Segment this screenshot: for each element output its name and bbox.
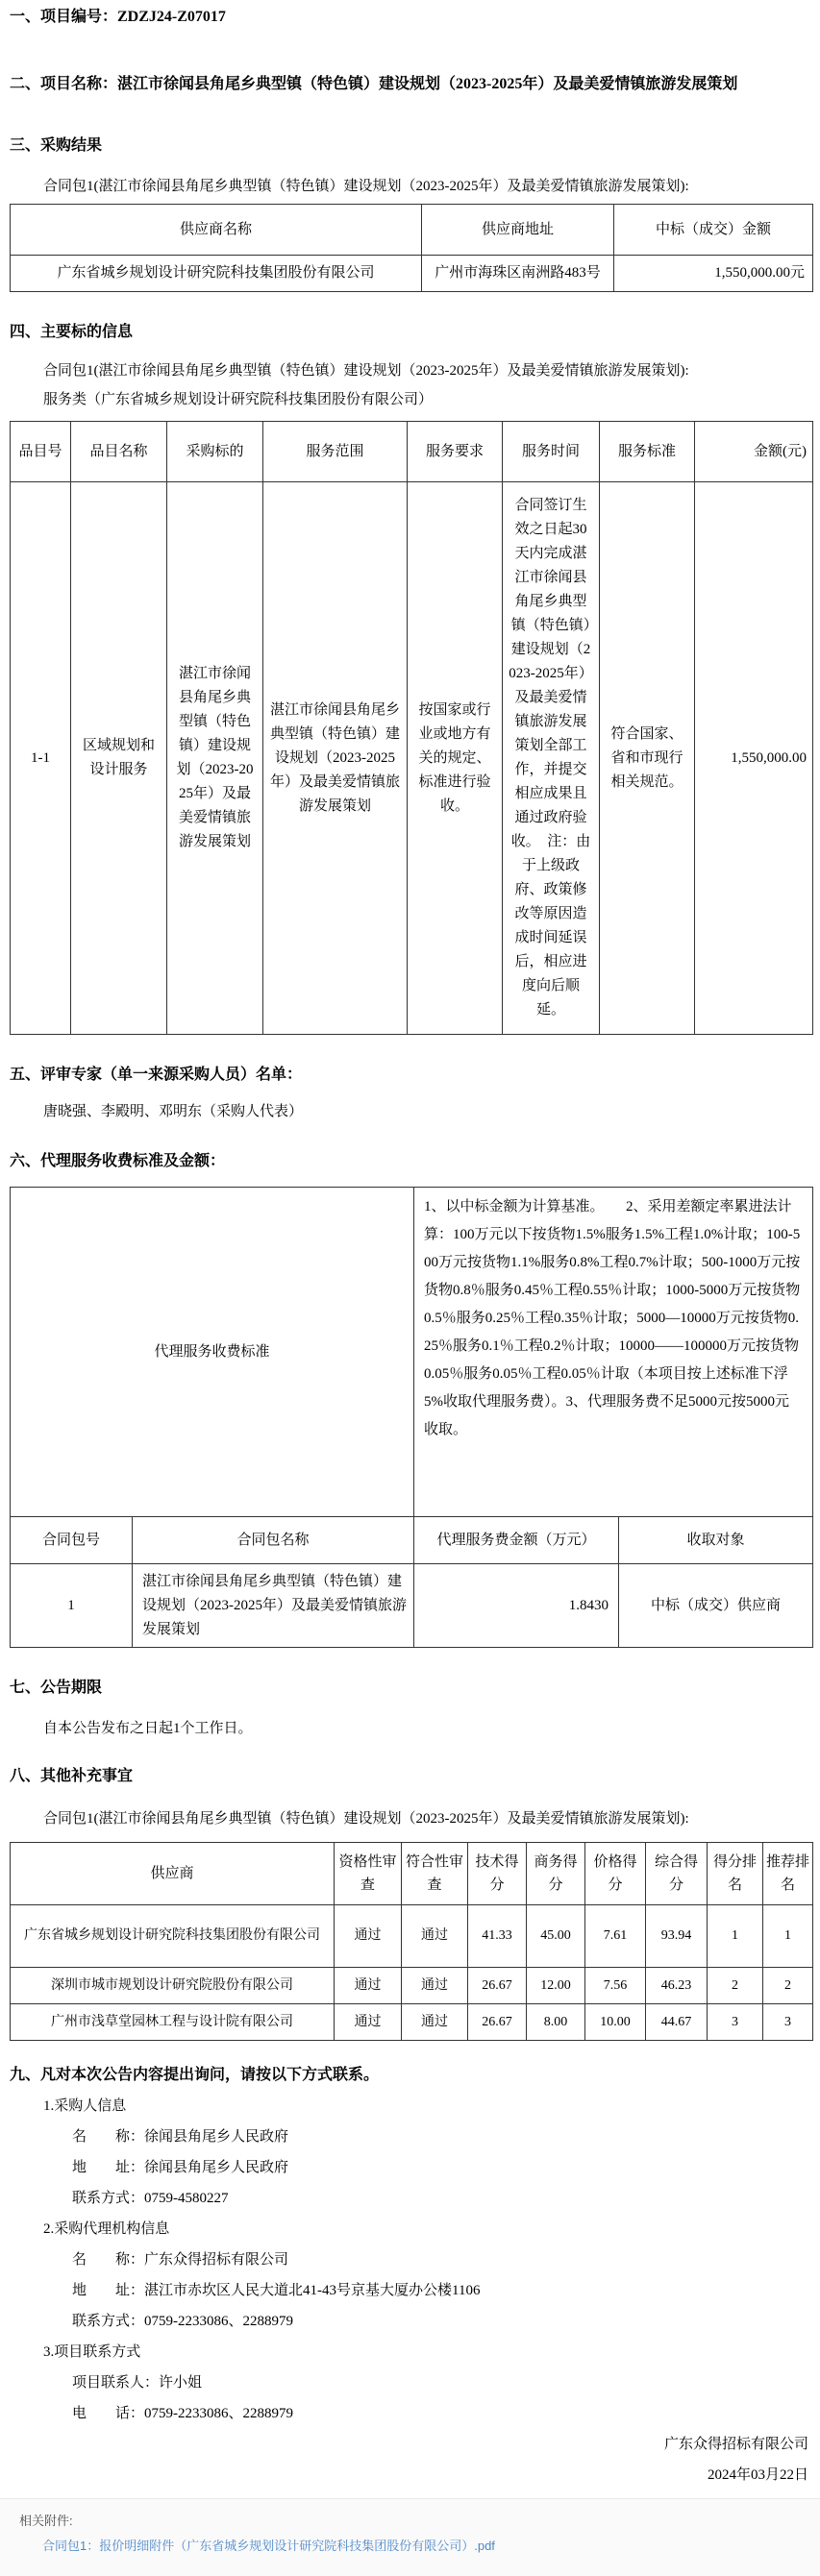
qualification-review-header: 资格性审查: [335, 1843, 402, 1905]
agency-phone: 联系方式：0759-2233086、2288979: [72, 2314, 293, 2329]
technical-score-cell: 41.33: [468, 1905, 527, 1968]
award-amount-cell: 1,550,000.00元: [614, 256, 813, 292]
target-cell: 湛江市徐闻县角尾乡典型镇（特色镇）建设规划（2023-2025年）及最美爱情镇旅游发展策划: [167, 482, 263, 1035]
score-supplier-header: 供应商: [11, 1843, 335, 1905]
standard-cell: 符合国家、省和市现行相关规范。: [600, 482, 695, 1035]
subject-table-row: [11, 482, 813, 1035]
requirement-header: 服务要求: [408, 422, 503, 482]
purchaser-name: 名 称：徐闻县角尾乡人民政府: [72, 2129, 289, 2145]
fee-amount-cell: 1.8430: [414, 1564, 619, 1648]
section-announcement-period: 七、公告期限: [10, 1680, 103, 1696]
payer-header: 收取对象: [619, 1517, 813, 1564]
score-rank-cell: 1: [708, 1905, 763, 1968]
result-table: [10, 204, 813, 292]
fee-table-row: [11, 1564, 813, 1648]
total-score-cell: 46.23: [646, 1968, 708, 2004]
attachments-footer: [0, 2498, 820, 2576]
score-rank-cell: 2: [708, 1968, 763, 2004]
recommend-rank-cell: 2: [763, 1968, 813, 2004]
supplier-name-cell: 广东省城乡规划设计研究院科技集团股份有限公司: [11, 256, 422, 292]
price-score-cell: 7.61: [585, 1905, 646, 1968]
agency-address: 地 址：湛江市赤坎区人民大道北41-43号京基大厦办公楼1106: [72, 2283, 481, 2298]
score-supplier-cell: 广州市浅草堂园林工程与设计院有限公司: [11, 2004, 335, 2041]
project-contact-title: 3.项目联系方式: [43, 2344, 141, 2360]
score-rank-cell: 3: [708, 2004, 763, 2041]
requirement-cell: 按国家或行业或地方有关的规定、标准进行验收。: [408, 482, 503, 1035]
business-score-header: 商务得分: [527, 1843, 585, 1905]
award-amount-header: 中标（成交）金额: [614, 205, 813, 256]
technical-score-cell: 26.67: [468, 1968, 527, 2004]
purchaser-address: 地 址：徐闻县角尾乡人民政府: [72, 2160, 289, 2175]
conformity-cell: 通过: [402, 1905, 468, 1968]
qualification-cell: 通过: [335, 2004, 402, 2041]
conformity-cell: 通过: [402, 1968, 468, 2004]
section-main-subject: 四、主要标的信息: [10, 324, 134, 340]
score-table-header-row: [11, 1843, 813, 1905]
total-score-cell: 93.94: [646, 1905, 708, 1968]
qualification-cell: 通过: [335, 1968, 402, 2004]
section-contact: 九、凡对本次公告内容提出询问，请按以下方式联系。: [10, 2067, 380, 2083]
result-table-header-row: [11, 205, 813, 256]
price-score-cell: 10.00: [585, 2004, 646, 2041]
attachment-pdf-link[interactable]: 合同包1：报价明细附件（广东省城乡规划设计研究院科技集团股份有限公司）.pdf: [42, 2539, 495, 2553]
project-contact-phone: 电 话：0759-2233086、2288979: [72, 2406, 293, 2421]
score-table-row: [11, 1905, 813, 1968]
agency-info-title: 2.采购代理机构信息: [43, 2221, 170, 2237]
qualification-cell: 通过: [335, 1905, 402, 1968]
score-table-row: [11, 2004, 813, 2041]
package-name-cell: 湛江市徐闻县角尾乡典型镇（特色镇）建设规划（2023-2025年）及最美爱情镇旅游发展策划: [133, 1564, 414, 1648]
standard-header: 服务标准: [600, 422, 695, 482]
recommend-rank-cell: 3: [763, 2004, 813, 2041]
signature-date: 2024年03月22日: [707, 2467, 808, 2483]
result-package-line: 合同包1(湛江市徐闻县角尾乡典型镇（特色镇）建设规划（2023-2025年）及最美爱情镇旅游发展策划):: [43, 179, 689, 194]
period-text: 自本公告发布之日起1个工作日。: [43, 1721, 253, 1736]
section-agency-fee: 六、代理服务收费标准及金额：: [10, 1153, 226, 1169]
fee-standard-label-cell: 代理服务收费标准: [11, 1188, 414, 1517]
subject-package-line: 合同包1(湛江市徐闻县角尾乡典型镇（特色镇）建设规划（2023-2025年）及最美爱情镇旅游发展策划):: [43, 363, 689, 379]
attachments-label: 相关附件:: [19, 2514, 73, 2528]
amount-cell: 1,550,000.00: [695, 482, 813, 1035]
item-name-cell: 区域规划和设计服务: [71, 482, 167, 1035]
agency-name: 名 称：广东众得招标有限公司: [72, 2252, 289, 2268]
score-table-row: [11, 1968, 813, 2004]
score-supplier-cell: 深圳市城市规划设计研究院股份有限公司: [11, 1968, 335, 2004]
package-no-header: 合同包号: [11, 1517, 133, 1564]
purchaser-phone: 联系方式：0759-4580227: [72, 2191, 229, 2206]
recommend-rank-cell: 1: [763, 1905, 813, 1968]
price-score-cell: 7.56: [585, 1968, 646, 2004]
score-table: [10, 1842, 813, 2041]
technical-score-header: 技术得分: [468, 1843, 527, 1905]
time-header: 服务时间: [503, 422, 600, 482]
fee-amount-header: 代理服务费金额（万元）: [414, 1517, 619, 1564]
result-table-row: [11, 256, 813, 292]
conformity-cell: 通过: [402, 2004, 468, 2041]
target-header: 采购标的: [167, 422, 263, 482]
time-cell: 合同签订生效之日起30天内完成湛江市徐闻县角尾乡典型镇（特色镇）建设规划（2023-2025年）及最美爱情镇旅游发展策划全部工作，并提交相应成果且通过政府验收。 注：由于上级政府、政策修改等原因造成时间延误后，相应进度向后顺延。: [503, 482, 600, 1035]
project-contact-person: 项目联系人：许小姐: [72, 2375, 203, 2391]
recommend-rank-header: 推荐排名: [763, 1843, 813, 1905]
technical-score-cell: 26.67: [468, 2004, 527, 2041]
supplier-address-header: 供应商地址: [422, 205, 614, 256]
scope-cell: 湛江市徐闻县角尾乡典型镇（特色镇）建设规划（2023-2025年）及最美爱情镇旅游发展策划: [263, 482, 408, 1035]
business-score-cell: 12.00: [527, 1968, 585, 2004]
agency-fee-table: [10, 1187, 813, 1648]
other-package-line: 合同包1(湛江市徐闻县角尾乡典型镇（特色镇）建设规划（2023-2025年）及最美爱情镇旅游发展策划):: [43, 1811, 689, 1827]
business-score-cell: 45.00: [527, 1905, 585, 1968]
section-procurement-result: 三、采购结果: [10, 137, 103, 154]
experts-names: 唐晓强、李殿明、邓明东（采购人代表）: [43, 1104, 304, 1119]
package-no-cell: 1: [11, 1564, 133, 1648]
item-no-header: 品目号: [11, 422, 71, 482]
total-score-cell: 44.67: [646, 2004, 708, 2041]
purchaser-info-title: 1.采购人信息: [43, 2098, 127, 2114]
signature-company: 广东众得招标有限公司: [663, 2437, 808, 2452]
score-rank-header: 得分排名: [708, 1843, 763, 1905]
section-project-number: 一、项目编号：ZDZJ24-Z07017: [10, 9, 226, 25]
section-experts: 五、评审专家（单一来源采购人员）名单：: [10, 1067, 303, 1083]
subject-table-header-row: [11, 422, 813, 482]
payer-cell: 中标（成交）供应商: [619, 1564, 813, 1648]
subject-table: [10, 421, 813, 1035]
total-score-header: 综合得分: [646, 1843, 708, 1905]
price-score-header: 价格得分: [585, 1843, 646, 1905]
conformity-review-header: 符合性审查: [402, 1843, 468, 1905]
package-name-header: 合同包名称: [133, 1517, 414, 1564]
service-class-line: 服务类（广东省城乡规划设计研究院科技集团股份有限公司）: [43, 392, 434, 407]
section-project-name: 二、项目名称：湛江市徐闻县角尾乡典型镇（特色镇）建设规划（2023-2025年）及最美爱情镇旅游发展策划: [10, 76, 738, 92]
fee-table-header-row: [11, 1517, 813, 1564]
business-score-cell: 8.00: [527, 2004, 585, 2041]
score-supplier-cell: 广东省城乡规划设计研究院科技集团股份有限公司: [11, 1905, 335, 1968]
item-name-header: 品目名称: [71, 422, 167, 482]
section-other-matters: 八、其他补充事宜: [10, 1768, 134, 1784]
amount-header: 金额(元): [695, 422, 813, 482]
supplier-address-cell: 广州市海珠区南洲路483号: [422, 256, 614, 292]
fee-standard-row: [11, 1188, 813, 1517]
item-no-cell: 1-1: [11, 482, 71, 1035]
fee-standard-text-cell: 1、以中标金额为计算基准。 2、采用差额定率累进法计算：100万元以下按货物1.5%服务1.5%工程1.0%计取；100-500万元按货物1.1%服务0.8%工程0.7%计取；500-1000万元按货物0.8％服务0.45％工程0.55％计取；1000-5000万元按货物0.5％服务0.25％工程0.35％计取；5000—10000万元按货物0.25％服务0.1％工程0.2％计取；10000——100000万元按货物0.05％服务0.05％工程0.05％计取（本项目按上述标准下浮5%收取代理服务费）。3、代理服务费不足5000元按5000元收取。: [414, 1188, 813, 1517]
supplier-name-header: 供应商名称: [11, 205, 422, 256]
scope-header: 服务范围: [263, 422, 408, 482]
